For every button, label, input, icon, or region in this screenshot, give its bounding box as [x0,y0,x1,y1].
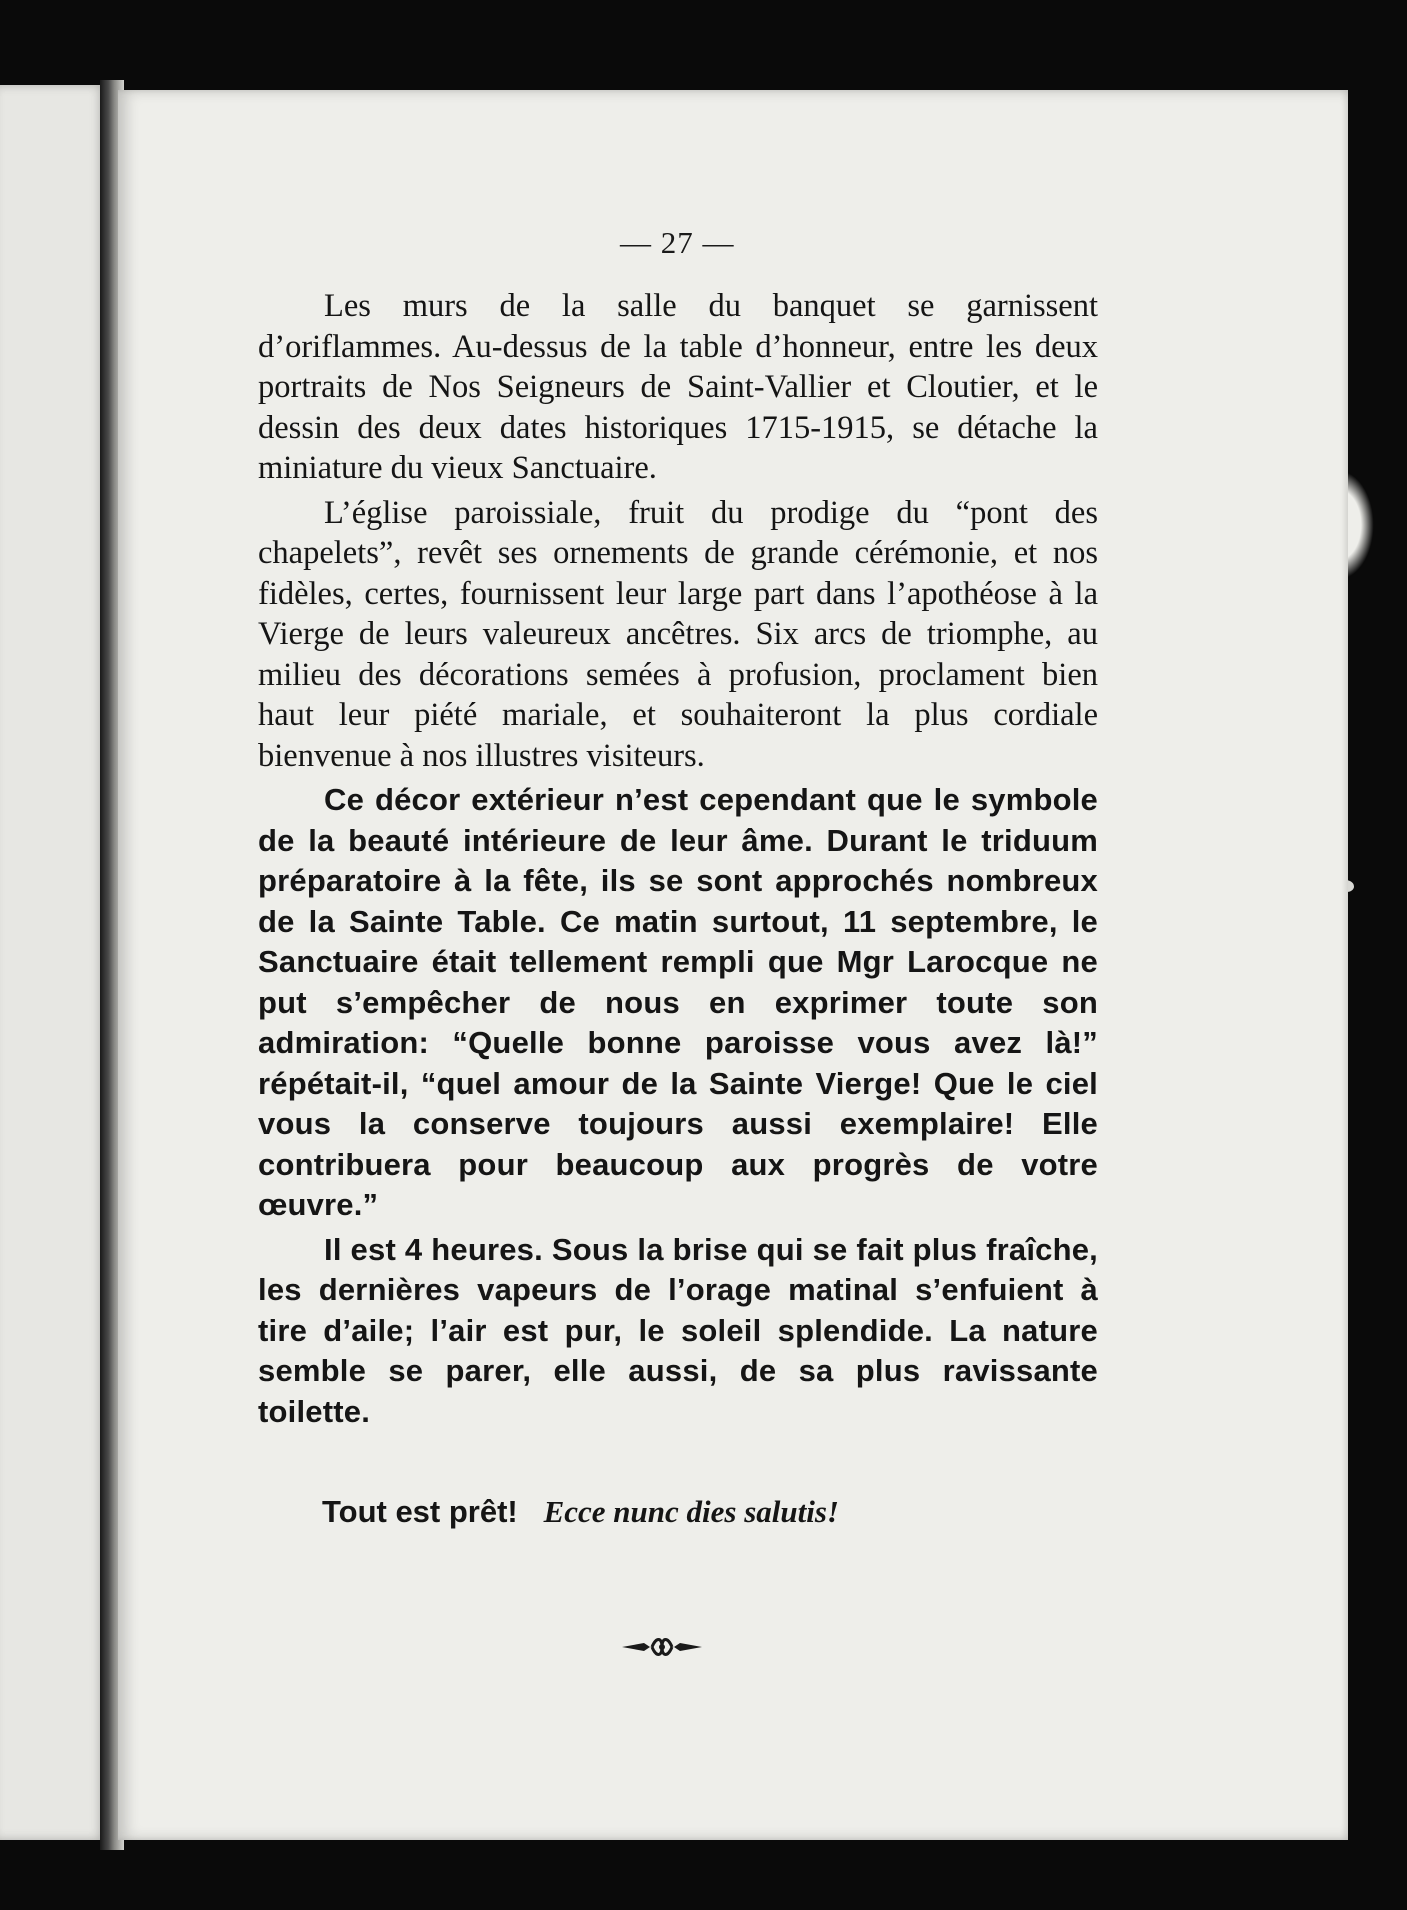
paragraph-banquet-hall: Les murs de la salle du banquet se garnissent d’oriflammes. Au-dessus de la table d’honneur, entre les deux portraits de Nos Seigneurs de Saint-Vallier et Cloutier, et le dessin des deux dates historiques 1715-1915, se détache la miniature du vieux Sanctuaire. [258,288,1098,486]
paragraph-parish-church: L’église paroissiale, fruit du prodige du “pont des chapelets”, revêt ses ornements de grande cérémonie, et nos fidèles, certes, fournissent leur large part dans l’apothéose à la Vierge de leurs valeureux ancêtres. Six arcs de triomphe, au milieu des décorations semées à profusion, proclament bien haut leur piété mariale, et souhaiteront la plus cordiale bienvenue à nos illustres visiteurs. [258,494,1098,774]
closing-latin-phrase: Ecce nunc dies salutis! [543,1494,839,1529]
closing-text: Tout est prêt! [322,1494,518,1529]
closing-line [322,1494,839,1530]
page-number: — 27 — [620,225,735,260]
fleuron-ornament-icon [620,1632,704,1662]
left-page-edge [0,85,106,1840]
paragraph-inner-beauty: Ce décor extérieur n’est cependant que le symbole de la beauté intérieure de leur âme. Durant le triduum préparatoire à la fête, ils se sont approchés nombreux de la Sainte Table. Ce matin surtout, 11 septembre, le Sanctuaire était tellement rempli que Mgr Larocque ne put s’empêcher de nous en exprimer toute son admiration: “Quelle bonne paroisse vous avez là!” répétait-il, “quel amour de la Sainte Vierge! Que le ciel vous la conserve toujours aussi exemplaire! Elle contribuera pour beaucoup aux progrès de votre œuvre.” [258,782,1098,1222]
body-text [258,286,1098,1436]
paragraph-four-oclock: Il est 4 heures. Sous la brise qui se fait plus fraîche, les dernières vapeurs de l’orage matinal s’enfuient à tire d’aile; l’air est pur, le soleil splendide. La nature semble se parer, elle aussi, de sa plus ravissante toilette. [258,1231,1098,1429]
